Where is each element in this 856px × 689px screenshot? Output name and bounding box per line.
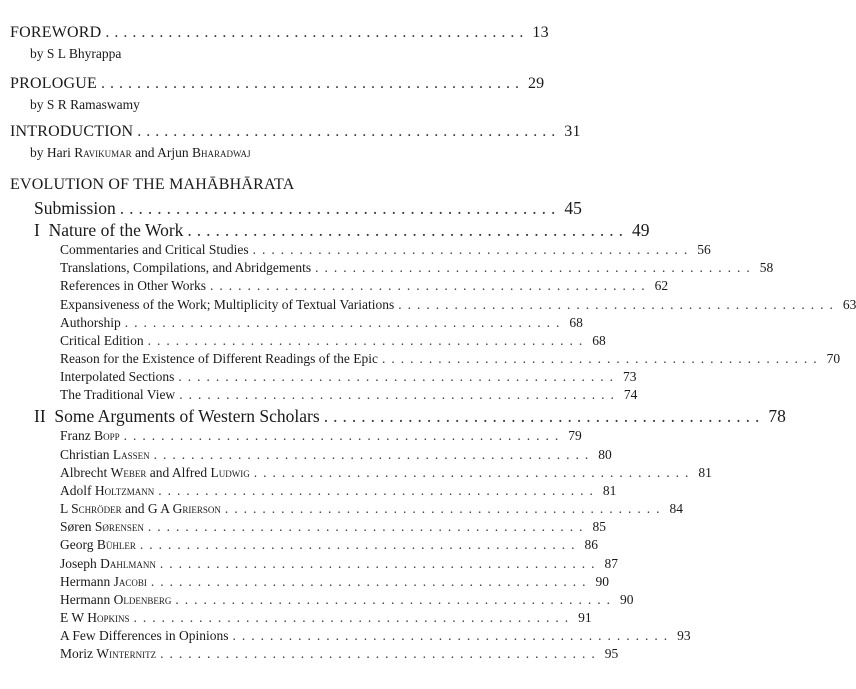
page-number: 79 xyxy=(568,428,582,443)
entry-title xyxy=(60,519,144,535)
byline: by S L Bhyrappa xyxy=(30,46,122,61)
toc-subentry[interactable] xyxy=(60,369,637,385)
toc-subentry[interactable] xyxy=(60,610,592,626)
toc-subentry[interactable] xyxy=(60,278,669,294)
byline-text: and Arjun xyxy=(131,145,192,160)
surname: Hopkins xyxy=(87,610,130,625)
page-number: 90 xyxy=(619,592,634,607)
entry-title xyxy=(60,592,171,608)
leader-dots: ............................................... xyxy=(179,387,620,402)
toc-subentry[interactable] xyxy=(60,260,774,276)
page-number: 86 xyxy=(584,537,599,552)
entry-title: I Nature of the Work xyxy=(34,220,184,240)
byline-author: Ravikumar xyxy=(74,145,132,160)
surname: Ludwig xyxy=(210,465,250,480)
toc-subentry[interactable] xyxy=(60,501,684,517)
toc-entry-prologue[interactable] xyxy=(10,75,545,93)
page-number: 81 xyxy=(602,483,617,498)
entry-title: Expansiveness of the Work; Multiplicity of Textual Variations xyxy=(60,297,395,312)
leader-dots: ............................................... xyxy=(398,297,839,312)
entry-title: Submission xyxy=(34,198,116,218)
page-number: 81 xyxy=(698,465,712,480)
toc-subentry[interactable] xyxy=(60,428,582,444)
entry-title: The Traditional View xyxy=(60,387,176,402)
page-number: 31 xyxy=(564,123,581,140)
toc-subentry[interactable] xyxy=(60,483,617,499)
page-number: 74 xyxy=(623,387,638,402)
name-text: Joseph xyxy=(60,556,101,571)
entry-title xyxy=(60,556,156,572)
page-number: 84 xyxy=(669,501,684,516)
toc-subentry[interactable] xyxy=(60,556,618,572)
name-text: Hermann xyxy=(60,574,114,589)
leader-dots: ............................................... xyxy=(315,260,756,275)
leader-dots: ............................................... xyxy=(100,75,524,92)
entry-title: Interpolated Sections xyxy=(60,369,175,384)
surname: Oldenberg xyxy=(113,592,172,607)
leader-dots: ............................................... xyxy=(147,519,589,534)
page-number: 58 xyxy=(759,260,774,275)
entry-title xyxy=(60,574,147,590)
leader-dots: ............................................... xyxy=(323,406,765,426)
page-number: 68 xyxy=(569,315,583,330)
leader-dots: ............................................... xyxy=(232,628,674,643)
toc-subentry[interactable] xyxy=(60,447,612,463)
page-number: 80 xyxy=(598,447,612,462)
page-number: 62 xyxy=(654,278,669,293)
leader-dots: ............................................... xyxy=(160,646,601,661)
surname: Weber xyxy=(110,465,147,480)
toc-subentry[interactable] xyxy=(60,351,841,367)
page-number: 95 xyxy=(604,646,619,661)
name-text: L xyxy=(60,501,72,516)
name-text: A Few Differences in Opinions xyxy=(60,628,229,643)
name-text: and Alfred xyxy=(146,465,211,480)
name-text: Franz xyxy=(60,428,95,443)
surname: Sørensen xyxy=(94,519,144,534)
toc-subentry[interactable] xyxy=(60,574,609,590)
entry-title: Critical Edition xyxy=(60,333,144,348)
page-number: 93 xyxy=(677,628,691,643)
entry-title xyxy=(60,447,150,463)
surname: Bühler xyxy=(96,537,136,552)
leader-dots: ............................................... xyxy=(175,592,616,607)
page-number: 70 xyxy=(826,351,841,366)
toc-subentry[interactable] xyxy=(60,646,619,662)
leader-dots: ............................................... xyxy=(158,483,599,498)
leader-dots: ............................................... xyxy=(105,24,529,41)
entry-title: Commentaries and Critical Studies xyxy=(60,242,249,257)
leader-dots: ............................................... xyxy=(253,465,695,480)
page-number: 78 xyxy=(768,406,786,426)
entry-title xyxy=(60,537,136,553)
leader-dots: ............................................... xyxy=(124,315,566,330)
entry-title xyxy=(60,646,156,662)
page-number: 13 xyxy=(532,24,549,41)
leader-dots: ............................................... xyxy=(210,278,651,293)
toc-entry-submission[interactable] xyxy=(34,198,582,219)
name-text: E W xyxy=(60,610,88,625)
leader-dots: ............................................... xyxy=(252,242,694,257)
surname: Grierson xyxy=(172,501,221,516)
entry-title: References in Other Works xyxy=(60,278,206,293)
toc-subentry[interactable] xyxy=(60,297,856,313)
toc-subentry[interactable] xyxy=(60,592,634,608)
page-number: 73 xyxy=(622,369,637,384)
name-text: Albrecht xyxy=(60,465,111,480)
entry-title xyxy=(60,465,250,481)
toc-subentry[interactable] xyxy=(60,242,711,258)
name-text: Moriz xyxy=(60,646,97,661)
entry-title xyxy=(60,628,228,644)
page-number: 87 xyxy=(604,556,618,571)
byline xyxy=(30,145,251,161)
part-heading: EVOLUTION OF THE MAHĀBHĀRATA xyxy=(10,176,295,193)
toc-subentry[interactable] xyxy=(60,387,638,403)
name-text: Søren xyxy=(60,519,95,534)
page-number: 90 xyxy=(595,574,609,589)
leader-dots: ............................................... xyxy=(159,556,601,571)
toc-subentry[interactable] xyxy=(60,519,607,535)
byline-author: Bharadwaj xyxy=(191,145,251,160)
toc-subentry[interactable] xyxy=(60,628,691,644)
entry-title: Authorship xyxy=(60,315,121,330)
name-text: Christian xyxy=(60,447,113,462)
name-text: Georg xyxy=(60,537,97,552)
entry-title: Translations, Compilations, and Abridgements xyxy=(60,260,312,275)
toc-subentry[interactable] xyxy=(60,315,583,331)
leader-dots: ............................................... xyxy=(139,537,581,552)
leader-dots: ............................................... xyxy=(123,428,565,443)
toc-entry-chapter-2[interactable] xyxy=(34,406,786,427)
surname: Winternitz xyxy=(96,646,157,661)
toc-entry-chapter-1[interactable] xyxy=(34,220,650,241)
entry-title: PROLOGUE xyxy=(10,75,97,92)
surname: Holtzmann xyxy=(94,483,155,498)
entry-title: INTRODUCTION xyxy=(10,123,134,140)
leader-dots: ............................................... xyxy=(147,333,589,348)
entry-title xyxy=(60,501,221,517)
entry-title xyxy=(60,428,120,444)
page-number: 91 xyxy=(578,610,592,625)
entry-title xyxy=(60,483,154,499)
name-text: Hermann xyxy=(60,592,114,607)
page-number: 49 xyxy=(632,220,650,240)
byline-text: by Hari xyxy=(30,145,75,160)
entry-title: II Some Arguments of Western Scholars xyxy=(34,406,320,426)
toc-subentry[interactable] xyxy=(60,537,599,553)
leader-dots: ............................................... xyxy=(224,501,666,516)
surname: Jacobi xyxy=(113,574,147,589)
leader-dots: ............................................... xyxy=(137,123,561,140)
leader-dots: ............................................... xyxy=(382,351,823,366)
leader-dots: ............................................... xyxy=(150,574,592,589)
toc-subentry[interactable] xyxy=(60,465,712,481)
leader-dots: ............................................... xyxy=(187,220,629,240)
page-number: 29 xyxy=(527,75,545,92)
surname: Schröder xyxy=(71,501,122,516)
surname: Dahlmann xyxy=(100,556,156,571)
page-number: 56 xyxy=(697,242,711,257)
leader-dots: ............................................... xyxy=(119,198,561,218)
page-number: 85 xyxy=(592,519,607,534)
surname: Bopp xyxy=(94,428,120,443)
leader-dots: ............................................... xyxy=(133,610,575,625)
entry-title xyxy=(60,610,130,626)
page-number: 45 xyxy=(564,198,582,218)
toc-entry-introduction[interactable] xyxy=(10,123,581,141)
leader-dots: ............................................... xyxy=(153,447,595,462)
byline: by S R Ramaswamy xyxy=(30,97,140,112)
entry-title: Reason for the Existence of Different Readings of the Epic xyxy=(60,351,379,366)
surname: Lassen xyxy=(112,447,150,462)
toc-entry-foreword[interactable] xyxy=(10,24,549,42)
page-number: 63 xyxy=(842,297,856,312)
leader-dots: ............................................... xyxy=(178,369,619,384)
toc-subentry[interactable] xyxy=(60,333,606,349)
page-number: 68 xyxy=(592,333,606,348)
entry-title: FOREWORD xyxy=(10,24,102,41)
name-text: and G A xyxy=(121,501,173,516)
name-text: Adolf xyxy=(60,483,95,498)
